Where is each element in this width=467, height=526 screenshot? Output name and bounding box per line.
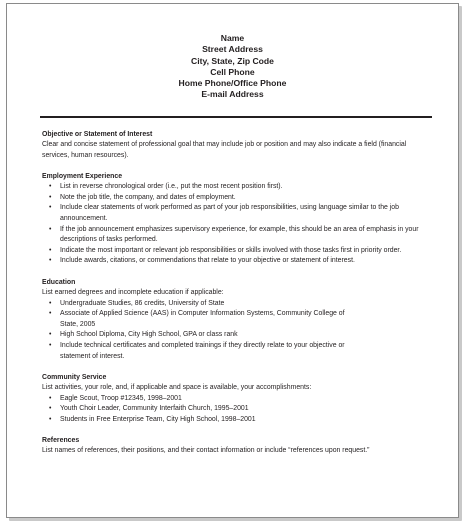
list-item-text-continued: descriptions of tasks performed. — [60, 236, 158, 244]
city-state-zip-line: City, State, Zip Code — [191, 55, 274, 66]
employment-list — [42, 182, 434, 267]
resume-body — [42, 130, 434, 457]
bullet-icon: • — [49, 193, 52, 201]
community-service-intro: List activities, your role, and, if applicable and space is available, your accomplishments: — [42, 384, 312, 392]
objective-section — [42, 130, 434, 161]
list-item — [42, 246, 434, 257]
list-item — [42, 309, 434, 330]
list-item — [42, 330, 434, 341]
list-item — [42, 256, 434, 267]
street-address-line: Street Address — [202, 44, 263, 55]
list-item — [42, 394, 434, 405]
education-section — [42, 278, 434, 362]
objective-heading: Objective or Statement of Interest — [42, 131, 153, 138]
bullet-icon: • — [49, 257, 52, 265]
list-item-text: Include clear statements of work performed as part of your job responsibilities, using language similar to the job — [60, 204, 399, 212]
objective-text-line: Clear and concise statement of professional goal that may include job or position and may also indicate a field (financial — [42, 141, 407, 148]
list-item-text-continued: announcement. — [60, 214, 108, 222]
section-spacer — [42, 267, 434, 278]
education-list — [42, 299, 434, 363]
list-item-text: Youth Choir Leader, Community Interfaith Church, 1995–2001 — [60, 405, 249, 413]
list-item-text-continued: statement of interest. — [60, 352, 125, 360]
community-service-list — [42, 394, 434, 426]
email-line: E-mail Address — [201, 89, 264, 100]
list-item-text: Note the job title, the company, and dates of employment. — [60, 193, 236, 201]
list-item-text: Associate of Applied Science (AAS) in Computer Information Systems, Community College of — [60, 310, 345, 318]
list-item — [42, 182, 434, 193]
list-item-text: If the job announcement emphasizes supervisory experience, for example, this should be an area of emphasis in your — [60, 225, 419, 233]
section-spacer — [42, 362, 434, 373]
section-spacer — [42, 161, 434, 172]
list-item — [42, 404, 434, 415]
bullet-icon: • — [49, 405, 52, 413]
bullet-icon: • — [49, 204, 52, 212]
list-item-text-continued: State, 2005 — [60, 320, 96, 328]
community-service-heading: Community Service — [42, 374, 107, 382]
bullet-icon: • — [49, 341, 52, 349]
list-item-text: Students in Free Enterprise Team, City High School, 1998–2001 — [60, 415, 256, 423]
list-item-text: Undergraduate Studies, 86 credits, University of State — [60, 299, 225, 307]
list-item — [42, 225, 434, 246]
section-spacer — [42, 425, 434, 436]
list-item — [42, 203, 434, 224]
bullet-icon: • — [49, 183, 52, 191]
bullet-icon: • — [49, 225, 52, 233]
contact-header — [7, 33, 458, 101]
header-divider — [40, 116, 432, 118]
list-item — [42, 193, 434, 204]
list-item-text: Eagle Scout, Troop #12345, 1998–2001 — [60, 394, 182, 402]
bullet-icon: • — [49, 415, 52, 423]
employment-heading: Employment Experience — [42, 173, 123, 181]
education-intro: List earned degrees and incomplete education if applicable: — [42, 288, 224, 296]
list-item — [42, 341, 434, 362]
list-item-text: Indicate the most important or relevant job responsibilities or skills involved with those tasks first in priority order. — [60, 246, 402, 254]
objective-text-line: services, human resources). — [42, 151, 129, 159]
education-heading: Education — [42, 278, 76, 286]
references-section — [42, 436, 434, 457]
references-text: List names of references, their positions, and their contact information or include “references upon request.” — [42, 447, 370, 455]
name-line: Name — [220, 33, 245, 43]
list-item-text: Include awards, citations, or commendations that relate to your objective or statement of interest. — [60, 257, 355, 265]
bullet-icon: • — [49, 246, 52, 254]
bullet-icon: • — [49, 310, 52, 318]
employment-section — [42, 172, 434, 267]
home-office-phone-line: Home Phone/Office Phone — [178, 78, 287, 89]
bullet-icon: • — [49, 394, 52, 402]
list-item-text: List in reverse chronological order (i.e., put the most recent position first). — [60, 183, 283, 191]
cell-phone-line: Cell Phone — [210, 66, 255, 77]
community-service-section — [42, 373, 434, 425]
list-item-text: Include technical certificates and completed trainings if they directly relate to your objective or — [60, 341, 345, 349]
list-item — [42, 415, 434, 426]
resume-page — [6, 3, 459, 518]
bullet-icon: • — [49, 299, 52, 307]
list-item — [42, 299, 434, 310]
references-heading: References — [42, 437, 80, 445]
bullet-icon: • — [49, 331, 52, 339]
list-item-text: High School Diploma, City High School, GPA or class rank — [60, 331, 238, 339]
